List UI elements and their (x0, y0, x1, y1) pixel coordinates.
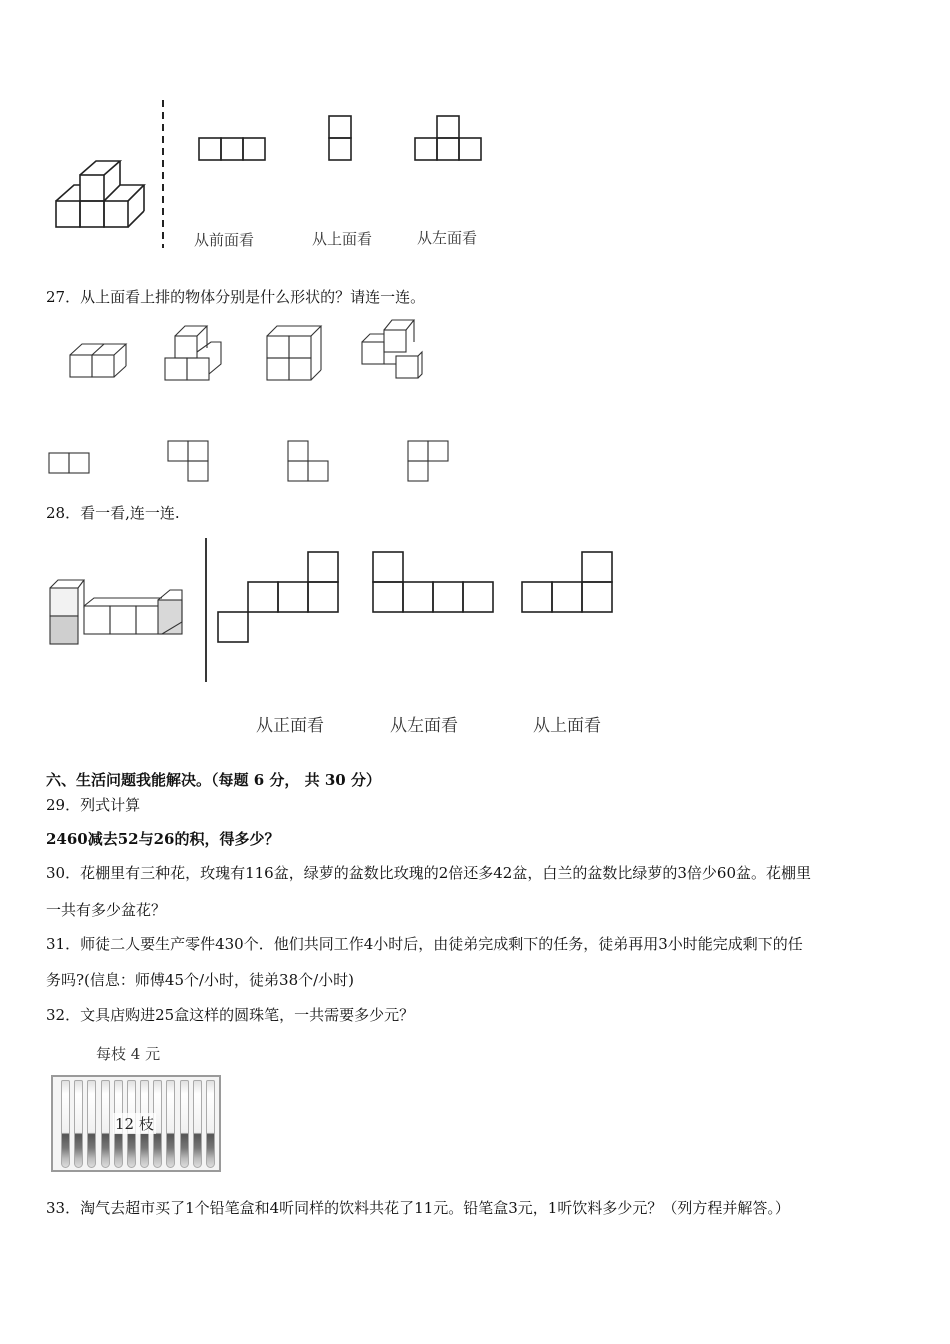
q28-text: 28．看一看,连一连. (46, 504, 180, 522)
q28-solid (48, 578, 188, 648)
q32-pen-box (51, 1075, 221, 1172)
q28-divider (204, 538, 208, 684)
q30-line1: 30．花棚里有三种花，玫瑰有116盆，绿萝的盆数比玫瑰的2倍还多42盆，白兰的盆数比绿萝的3倍少60盆。花棚里 (46, 864, 811, 882)
q28-view-top (521, 551, 617, 617)
q29-sub: 2460减去52与26的积，得多少？ (46, 830, 280, 848)
fig26-front-view (198, 137, 268, 163)
pen (180, 1080, 189, 1168)
q32-box-label: 12 枝 (115, 1115, 154, 1133)
pen (166, 1080, 175, 1168)
q27-solid-4 (358, 318, 426, 384)
fig26-top-view (328, 115, 354, 165)
fig26-stacked-cubes (50, 155, 160, 235)
q33-text: 33．淘气去超市买了1个铅笔盒和4听同样的饮料共花了11元。铅笔盒3元，1听饮料多少元？（列方程并解答。） (46, 1199, 790, 1217)
fig26-label-left: 从左面看 (417, 229, 478, 247)
fig26-left-view (414, 115, 484, 163)
q28-view-front (217, 551, 341, 647)
q27-view-4 (407, 440, 451, 484)
q28-label-left: 从左面看 (390, 716, 458, 736)
fig26-label-front: 从前面看 (194, 231, 255, 249)
q28-label-top: 从上面看 (533, 716, 601, 736)
fig26-label-top: 从上面看 (312, 230, 373, 248)
q32-price-label: 每枝 4 元 (96, 1045, 161, 1063)
q31-line1: 31．师徒二人要生产零件430个．他们共同工作4小时后，由徒弟完成剩下的任务，徒弟再用3小时能完成剩下的任 (46, 935, 803, 953)
q32-text: 32．文具店购进25盒这样的圆珠笔，一共需要多少元？ (46, 1006, 415, 1024)
q31-line2: 务吗?(信息：师傅45个/小时，徒弟38个/小时) (46, 971, 355, 989)
pen (206, 1080, 215, 1168)
q27-solid-1 (68, 335, 128, 383)
q28-label-front: 从正面看 (256, 716, 324, 736)
fig26-divider (160, 100, 166, 250)
pen (61, 1080, 70, 1168)
pen (74, 1080, 83, 1168)
q27-view-2 (167, 440, 211, 484)
pen (87, 1080, 96, 1168)
pen (193, 1080, 202, 1168)
pen (101, 1080, 110, 1168)
section6-title: 六、生活问题我能解决。（每题 6 分， 共 30 分） (46, 771, 381, 789)
q30-line2: 一共有多少盆花？ (46, 901, 167, 919)
q27-text: 27．从上面看上排的物体分别是什么形状的？请连一连。 (46, 288, 426, 306)
q29-text: 29．列式计算 (46, 796, 141, 814)
q27-view-3 (287, 440, 331, 484)
q27-solid-2 (163, 322, 227, 384)
q27-solid-3 (265, 324, 323, 384)
q28-view-left (372, 551, 498, 617)
q27-view-1 (48, 452, 92, 476)
